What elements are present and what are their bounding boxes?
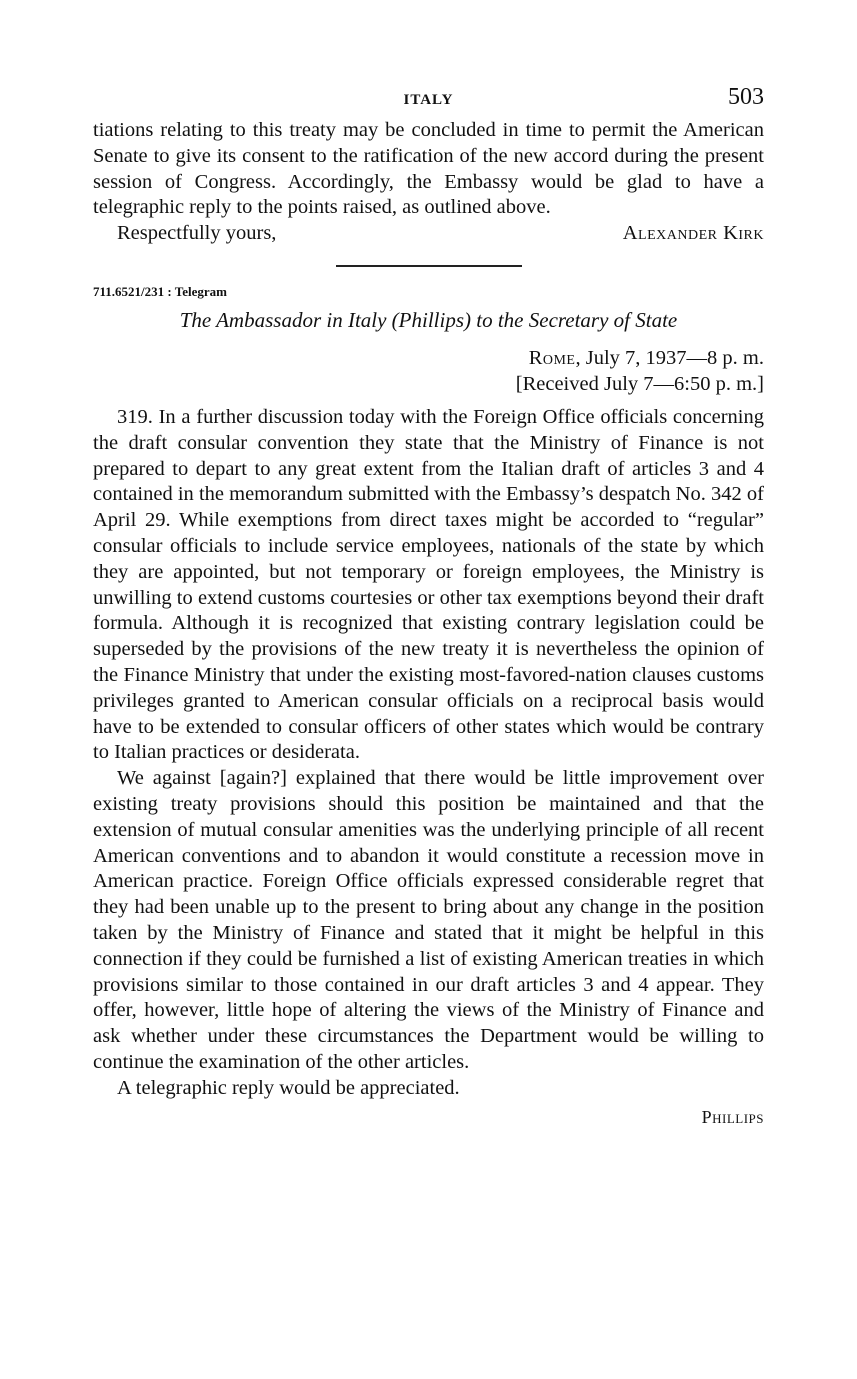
kirk-signature: Alexander Kirk (622, 222, 764, 245)
running-title: ITALY (403, 92, 454, 108)
section-divider (336, 265, 522, 267)
telegram-body (93, 405, 764, 1102)
dateline-received: [Received July 7—6:50 p. m.] (515, 372, 764, 395)
dateline-sent (93, 345, 764, 371)
phillips-signature: Phillips (701, 1106, 764, 1127)
dateline-place: Rome (528, 346, 576, 369)
closing-line (93, 221, 764, 247)
document-page (93, 84, 764, 1130)
body-paragraph: A telegraphic reply would be appreciated. (117, 1076, 460, 1099)
continuation-paragraph: tiations relating to this treaty may be concluded in time to permit the American Senate to give its consent to the ratification of the new accord during the present session of Congress. Accordingly, the Embassy would be glad to have a telegraphic reply to the points raised, as outlined above. (93, 119, 764, 219)
body-paragraph: We against [again?] explained that there would be little improvement over existing treaty provisions should this position be maintained and that the extension of mutual consular amenities was the underlying principle of all recent American conventions and to abandon it would constitute a recession move in American practice. Foreign Office officials expressed considerable regret that they had been unable up to the present to bring about any change in the position taken by the Ministry of Finance and stated that it might be helpful in this connection if they could be furnished a list of existing American treaties in which provisions similar to those contained in our draft articles 3 and 4 appear. They offer, however, little hope of altering the views of the Ministry of Finance and ask whether under these circumstances the Department would be willing to continue the examination of the other articles. (93, 767, 764, 1073)
file-reference: 711.6521/231 : Telegram (93, 283, 227, 299)
body-paragraph: 319. In a further discussion today with the Foreign Office officials concerning the draft consular convention they state that the Ministry of Finance is not prepared to depart to any great extent from the Italian draft of articles 3 and 4 contained in the memorandum submitted with the Embassy’s despatch No. 342 of April 29. While exemptions from direct taxes might be accorded to “regular” consular officials to include service employees, nationals of the state by which they are appointed, but not temporary or foreign employees, the Ministry is unwilling to extend customs courtesies or other tax exemptions beyond their draft formula. Although it is recognized that existing contrary legislation could be superseded by the provisions of the new treaty it is nevertheless the opinion of the Finance Ministry that under the existing most-favored-nation clauses customs privileges granted to American consular officials on a reciprocal basis would have to be extended to consular officers of other states which would be contrary to Italian practices or desiderata. (93, 405, 764, 764)
salutation: Respectfully yours, (117, 222, 277, 245)
running-header (93, 84, 764, 118)
dateline-date-time: , July 7, 1937—8 p. m. (575, 346, 764, 369)
document-heading: The Ambassador in Italy (Phillips) to the Secretary of State (179, 307, 678, 332)
dateline (93, 345, 764, 397)
page-number: 503 (728, 84, 764, 110)
